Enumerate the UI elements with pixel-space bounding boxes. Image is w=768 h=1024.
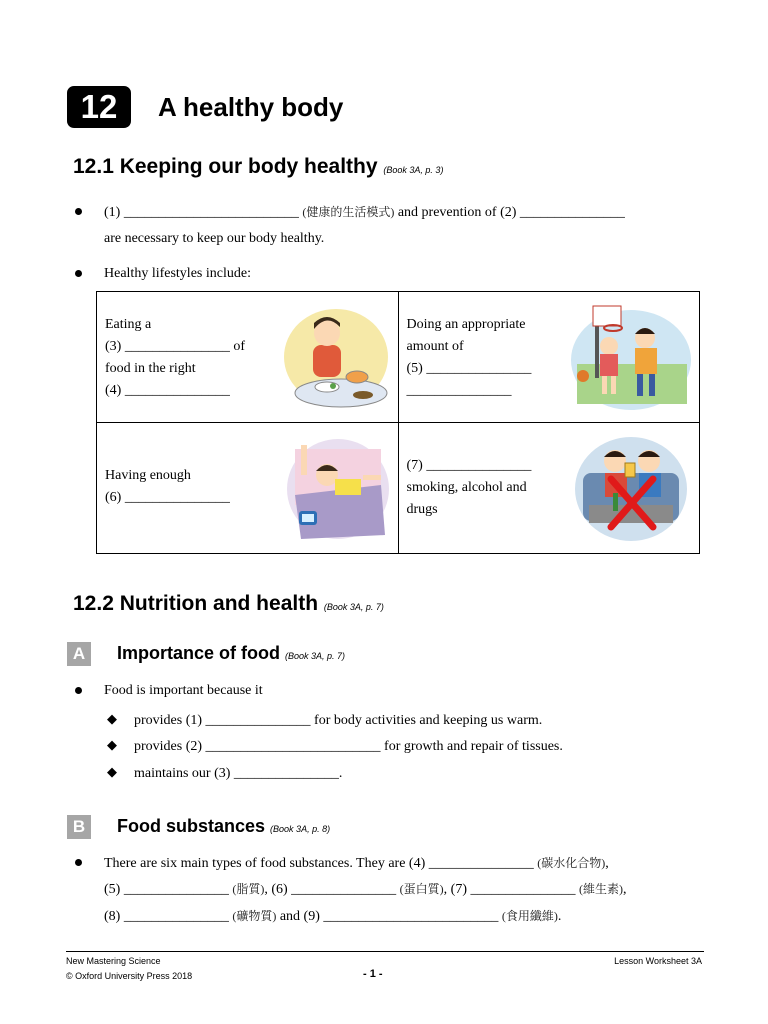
importance-item-3: maintains our (3) _______________. — [134, 766, 343, 781]
child-waking-up-illustration — [285, 435, 391, 543]
subsection-letter-a: A — [67, 642, 91, 666]
cell-exercise: Doing an appropriate amount of (5) _______________ _______________ — [398, 292, 700, 423]
smoking-drinking-crossed-illustration — [573, 433, 689, 545]
children-basketball-illustration — [569, 304, 693, 412]
healthy-lifestyles-intro: Healthy lifestyles include: — [104, 266, 251, 281]
food-substances-line-3: (8) _______________ (礦物質) and (9) _________________________ (食用纖維). — [104, 909, 562, 924]
boy-eating-illustration — [281, 305, 391, 410]
book-reference: (Book 3A, p. 7) — [285, 651, 346, 661]
lifestyle-line-2: are necessary to keep our body healthy. — [104, 231, 325, 246]
chapter-number: 12 — [67, 86, 131, 128]
importance-item-1: provides (1) _______________ for body activities and keeping us warm. — [134, 713, 543, 728]
section-heading-12-2: 12.2 Nutrition and health (Book 3A, p. 7) — [73, 592, 384, 615]
footer-worksheet-label: Lesson Worksheet 3A — [614, 956, 702, 966]
cell-avoid: (7) _______________ smoking, alcohol and drugs — [398, 423, 700, 554]
bullet-icon — [75, 859, 82, 866]
lifestyle-line-1: (1) _________________________ (健康的生活模式) and prevention of (2) _______________ — [104, 205, 625, 220]
chapter-title: A healthy body — [158, 92, 344, 122]
bullet-icon — [75, 687, 82, 694]
healthy-lifestyles-table — [96, 291, 700, 554]
cell-eating: Eating a (3) _______________ of food in the right (4) _______________ — [97, 292, 399, 423]
food-substances-line-2: (5) _______________ (脂質), (6) _______________ (蛋白質), (7) _______________ (維生素), — [104, 882, 627, 897]
footer-divider — [66, 951, 704, 952]
book-reference: (Book 3A, p. 3) — [383, 165, 444, 175]
page-number: - 1 - — [363, 968, 383, 980]
footer-book-title: New Mastering Science — [66, 956, 161, 966]
diamond-bullet-icon: ◆ — [107, 711, 117, 726]
food-substances-line-1: There are six main types of food substances. They are (4) _______________ (碳水化合物), — [104, 856, 609, 871]
cell-sleep: Having enough (6) _______________ — [97, 423, 399, 554]
diamond-bullet-icon: ◆ — [107, 764, 117, 779]
diamond-bullet-icon: ◆ — [107, 737, 117, 752]
book-reference: (Book 3A, p. 8) — [270, 824, 331, 834]
food-importance-intro: Food is important because it — [104, 683, 263, 698]
bullet-icon — [75, 208, 82, 215]
section-heading-12-1: 12.1 Keeping our body healthy (Book 3A, p. 3) — [73, 155, 444, 178]
importance-item-2: provides (2) _________________________ for growth and repair of tissues. — [134, 739, 563, 754]
subsection-letter-b: B — [67, 815, 91, 839]
subsection-heading-a: Importance of food (Book 3A, p. 7) — [117, 643, 346, 663]
bullet-icon — [75, 270, 82, 277]
subsection-heading-b: Food substances (Book 3A, p. 8) — [117, 816, 331, 836]
footer-copyright: © Oxford University Press 2018 — [66, 971, 193, 981]
book-reference: (Book 3A, p. 7) — [323, 602, 384, 612]
